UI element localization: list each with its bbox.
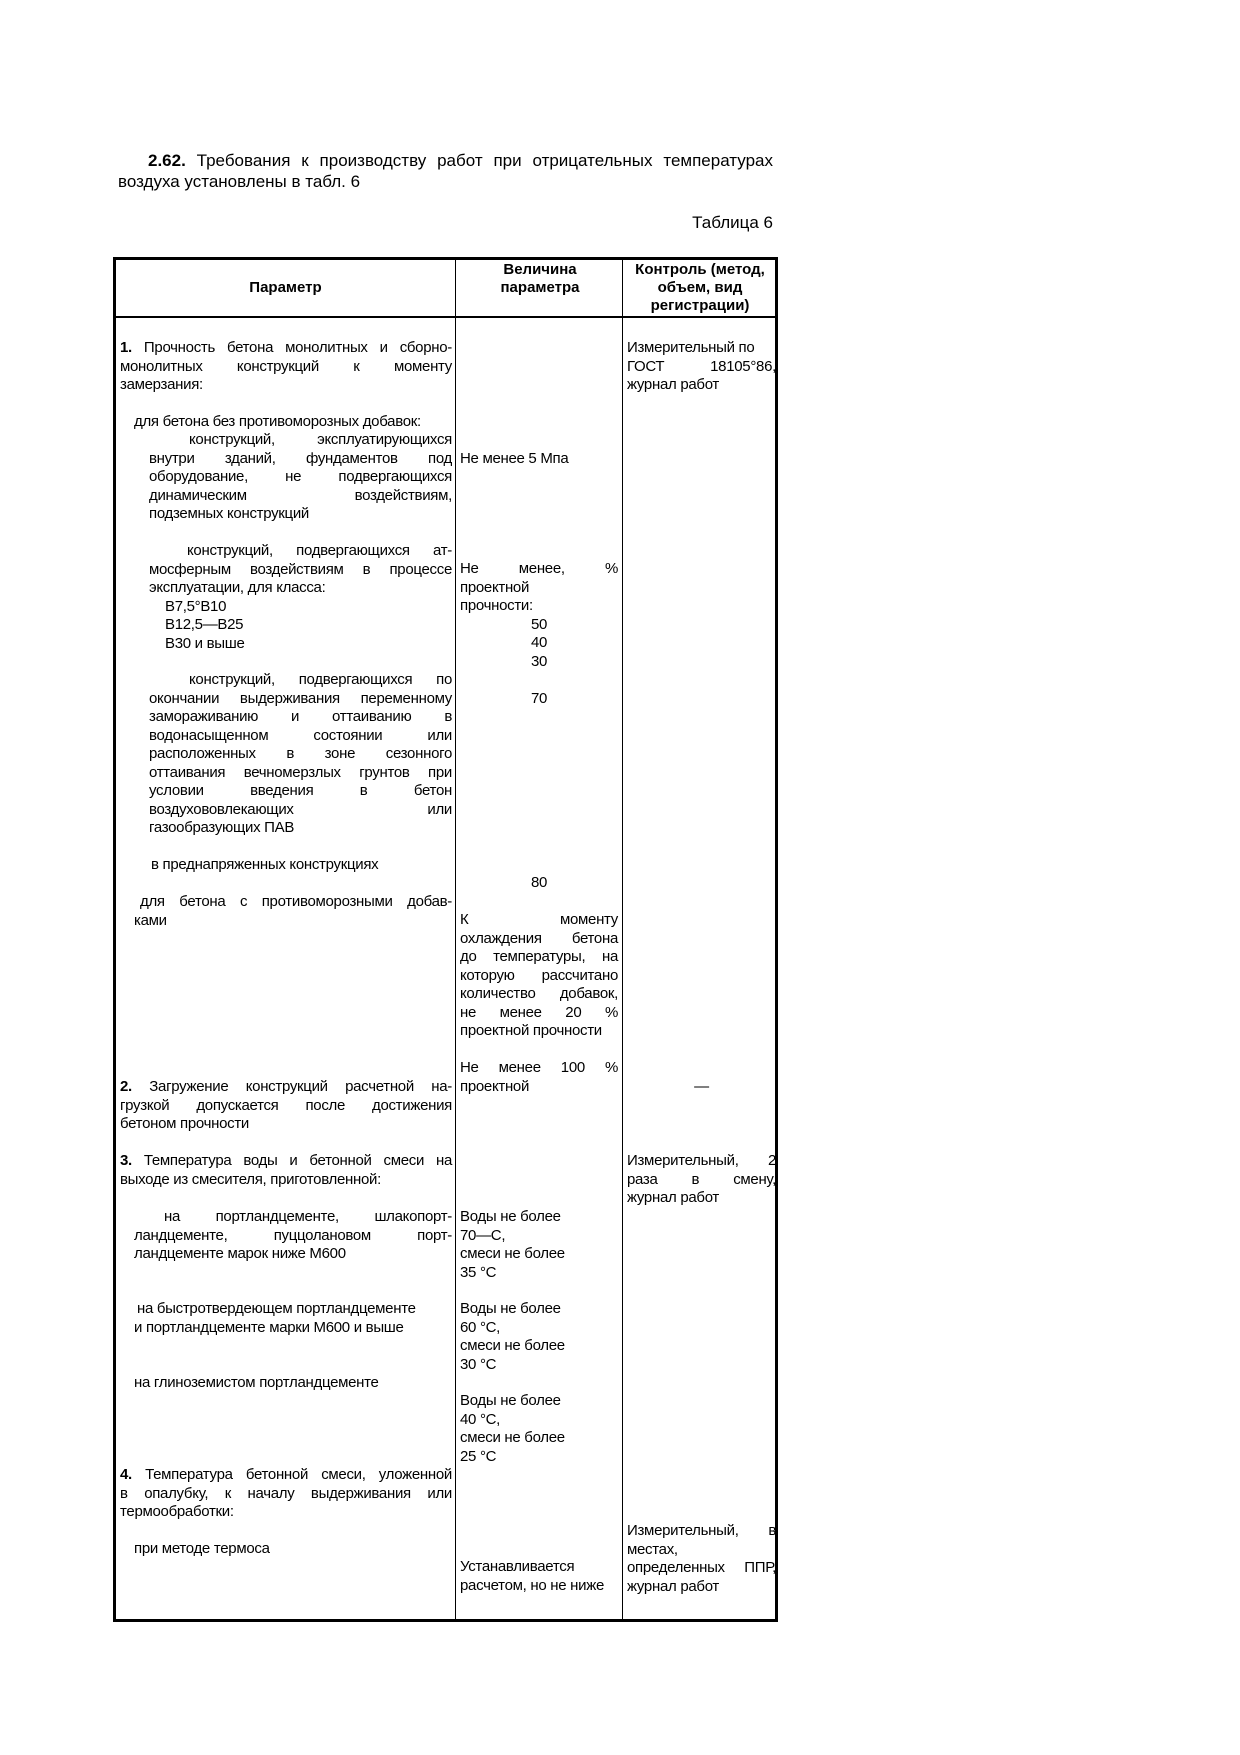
value-9 bbox=[460, 1392, 618, 1466]
concrete-class: В7,5°В10 bbox=[165, 597, 227, 615]
param-1a-1-text: динамическим воздействиям, bbox=[149, 486, 452, 504]
header-control: Контроль (метод, объем, вид регистрации) bbox=[635, 261, 765, 314]
param-3-text: Температура воды и бетонной смеси на bbox=[143, 1152, 453, 1169]
value-5-text: не менее 20 % bbox=[460, 1003, 618, 1021]
param-2-number: 2. bbox=[120, 1078, 132, 1095]
requirements-table bbox=[113, 257, 778, 1622]
column-divider bbox=[455, 260, 456, 1619]
param-2 bbox=[120, 1078, 452, 1134]
param-4-text: в опалубку, к началу выдерживания или bbox=[120, 1484, 452, 1502]
value-2-percent: 30 bbox=[530, 652, 548, 670]
value-5-text: проектной прочности bbox=[460, 1022, 602, 1039]
param-1a-2 bbox=[149, 542, 452, 653]
value-2 bbox=[460, 560, 618, 671]
param-1b-text: ками bbox=[134, 911, 167, 929]
param-1a-1-text: оборудование, не подвергающихся bbox=[149, 468, 452, 485]
param-1a-3-text: конструкций, подвергающихся по bbox=[189, 671, 452, 688]
param-2-text: грузкой допускается после достижения bbox=[120, 1096, 452, 1114]
value-6 bbox=[460, 1059, 618, 1096]
concrete-class: В12,5—В25 bbox=[165, 616, 244, 633]
param-3b bbox=[134, 1300, 452, 1337]
param-1a-1-text: конструкций, эксплуатирующихся bbox=[189, 431, 452, 448]
param-4a: при методе термоса bbox=[134, 1540, 270, 1557]
value-2-text: проектной bbox=[460, 578, 530, 596]
value-10-text: Устанавливается bbox=[460, 1558, 575, 1575]
param-3a-text: на портландцементе, шлакопорт- bbox=[164, 1208, 452, 1225]
param-3 bbox=[120, 1152, 452, 1189]
value-9-text: 40 °С, bbox=[460, 1410, 501, 1428]
value-5-text: количество добавок, bbox=[460, 985, 618, 1002]
control-3 bbox=[627, 1152, 776, 1208]
value-7-text: смеси не более bbox=[460, 1245, 565, 1262]
value-4: 80 bbox=[530, 874, 548, 891]
value-9-text: Воды не более bbox=[460, 1392, 561, 1409]
value-7 bbox=[460, 1208, 618, 1282]
param-1a-3-text: оттаивания вечномерзлых грунтов при bbox=[149, 763, 452, 781]
param-1a-3 bbox=[149, 671, 452, 838]
param-3a bbox=[134, 1208, 452, 1264]
value-5-text: которую рассчитано bbox=[460, 966, 618, 984]
param-1a-3-text: воздухововлекающих или bbox=[149, 800, 452, 818]
param-3-number: 3. bbox=[120, 1152, 132, 1169]
param-1a-4: в преднапряженных конструкциях bbox=[151, 856, 379, 873]
value-1: Не менее 5 Мпа bbox=[460, 450, 569, 467]
header-value: Величина параметра bbox=[500, 261, 580, 296]
value-2-percent: 50 bbox=[530, 615, 548, 633]
header-parameter: Параметр bbox=[249, 279, 322, 296]
concrete-class: В30 и выше bbox=[165, 634, 245, 652]
param-3a-text: ландцементе, пуццолановом порт- bbox=[134, 1226, 452, 1244]
section-number: 2.62. bbox=[148, 151, 186, 170]
value-8 bbox=[460, 1300, 618, 1374]
control-4-text: журнал работ bbox=[627, 1577, 719, 1595]
param-2-text: бетоном прочности bbox=[120, 1115, 249, 1132]
param-1b-text: для бетона с противоморозными добав- bbox=[140, 893, 452, 910]
param-4-text: Температура бетонной смеси, уложенной bbox=[145, 1466, 453, 1483]
value-2-text: Не менее, % bbox=[460, 560, 618, 577]
control-4-text: местах, bbox=[627, 1540, 678, 1558]
intro-text: Требования к производству работ при отрицательных температурах воздуха установлены в табл. 6 bbox=[118, 151, 773, 191]
value-7-text: 70—С, bbox=[460, 1226, 506, 1244]
param-1a-2-text: конструкций, подвергающихся ат- bbox=[187, 542, 452, 559]
value-8-text: Воды не более bbox=[460, 1300, 561, 1317]
value-10-text: расчетом, но не ниже bbox=[460, 1576, 604, 1594]
value-6-text: проектной bbox=[460, 1077, 530, 1095]
control-2: — bbox=[694, 1078, 709, 1095]
param-1 bbox=[120, 339, 452, 395]
param-3-text: выходе из смесителя, приготовленной: bbox=[120, 1170, 381, 1188]
value-5-text: К моменту bbox=[460, 911, 618, 928]
value-3: 70 bbox=[530, 690, 548, 707]
table-caption: Таблица 6 bbox=[692, 213, 773, 232]
param-1a: для бетона без противоморозных добавок: bbox=[134, 413, 421, 430]
control-4 bbox=[627, 1522, 776, 1596]
param-1-text: Прочность бетона монолитных и сборно- bbox=[143, 339, 452, 356]
param-2-text: Загружение конструкций расчетной на- bbox=[149, 1078, 452, 1095]
control-1-text: журнал работ bbox=[627, 376, 719, 393]
param-4-number: 4. bbox=[120, 1466, 132, 1483]
column-divider bbox=[622, 260, 623, 1619]
value-8-text: 30 °С bbox=[460, 1355, 497, 1373]
param-1a-1 bbox=[149, 431, 452, 524]
value-8-text: 60 °С, bbox=[460, 1318, 501, 1336]
value-5-text: до температуры, на bbox=[460, 948, 618, 965]
control-3-text: Измерительный, 2 bbox=[627, 1152, 776, 1169]
control-4-text: Измерительный, в bbox=[627, 1522, 776, 1539]
param-1-number: 1. bbox=[120, 339, 132, 356]
param-1a-3-text: водонасыщенном состоянии или bbox=[149, 726, 452, 744]
param-4 bbox=[120, 1466, 452, 1522]
param-1a-3-text: расположенных в зоне сезонного bbox=[149, 745, 452, 762]
param-3a-text: ландцементе марок ниже М600 bbox=[134, 1245, 346, 1262]
value-7-text: 35 °С bbox=[460, 1263, 497, 1281]
param-3b-text: на быстротвердеющем портландцементе bbox=[137, 1300, 416, 1317]
control-1-text: Измерительный по bbox=[627, 339, 755, 356]
control-3-text: журнал работ bbox=[627, 1189, 719, 1206]
control-1 bbox=[627, 339, 776, 395]
param-1-text: замерзания: bbox=[120, 376, 203, 393]
param-1a-3-text: условии введения в бетон bbox=[149, 782, 452, 799]
param-3c: на глиноземистом портландцементе bbox=[134, 1374, 379, 1391]
param-1a-2-text: мосферным воздействиям в процессе bbox=[149, 560, 452, 578]
param-1-text: монолитных конструкций к моменту bbox=[120, 357, 452, 375]
param-1b bbox=[134, 893, 452, 930]
param-1a-3-text: окончании выдерживания переменному bbox=[149, 689, 452, 707]
value-5 bbox=[460, 911, 618, 1041]
value-9-text: смеси не более bbox=[460, 1429, 565, 1446]
param-1a-3-text: газообразующих ПАВ bbox=[149, 819, 295, 836]
intro-paragraph bbox=[118, 150, 773, 192]
value-2-text: прочности: bbox=[460, 597, 533, 614]
value-2-percent: 40 bbox=[530, 634, 548, 651]
param-1a-1-text: внутри зданий, фундаментов под bbox=[149, 449, 452, 467]
header-divider bbox=[116, 316, 775, 318]
value-9-text: 25 °С bbox=[460, 1447, 497, 1465]
control-1-text: ГОСТ 18105°86, bbox=[627, 357, 776, 375]
control-3-text: раза в смену, bbox=[627, 1170, 776, 1188]
control-4-text: определенных ППР, bbox=[627, 1559, 776, 1576]
param-1a-1-text: подземных конструкций bbox=[149, 505, 309, 522]
value-10 bbox=[460, 1558, 618, 1595]
param-1a-3-text: замораживанию и оттаиванию в bbox=[149, 708, 452, 725]
param-1a-2-text: эксплуатации, для класса: bbox=[149, 579, 326, 596]
param-3b-text: и портландцементе марки М600 и выше bbox=[134, 1318, 404, 1336]
param-4-text: термообработки: bbox=[120, 1503, 234, 1520]
value-5-text: охлаждения бетона bbox=[460, 929, 618, 947]
value-6-text: Не менее 100 % bbox=[460, 1059, 618, 1076]
value-8-text: смеси не более bbox=[460, 1337, 565, 1354]
value-7-text: Воды не более bbox=[460, 1208, 561, 1225]
